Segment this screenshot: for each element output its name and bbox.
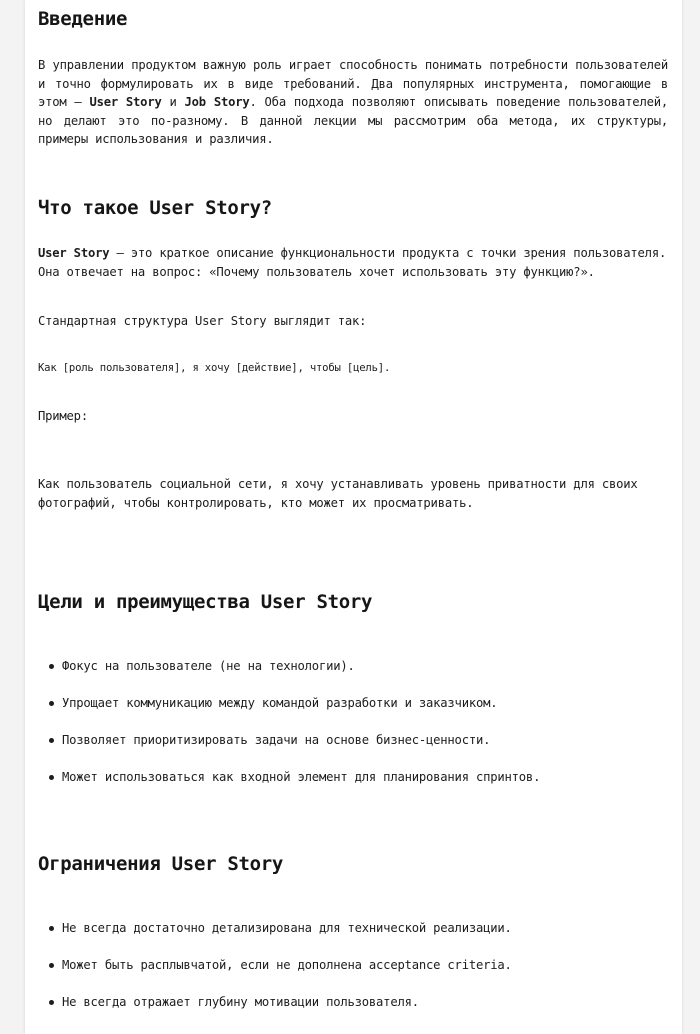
section-heading-limits: Ограничения User Story — [38, 853, 284, 875]
example-text: Как пользователь социальной сети, я хочу устанавливать уровень приватности для своих фотографий, чтобы контролировать, кто может их просматривать. — [38, 477, 638, 510]
definition-text: — это краткое описание функциональности продукта с точки зрения пользователя. Она отвечает на вопрос: «Почему пользователь хочет использовать эту функцию?». — [38, 246, 667, 279]
list-item: Фокус на пользователе (не на технологии). — [62, 657, 682, 675]
section-heading-intro: Введение — [38, 8, 128, 30]
document-page — [25, 0, 682, 1034]
definition-paragraph — [38, 244, 668, 281]
intro-paragraph — [38, 56, 668, 149]
example-label: Пример: — [38, 409, 88, 423]
intro-text-1: В управлении продуктом важную роль играет способность понимать потребности пользователей и точно формулировать их в виде требований. Два популярных инструмента, помогающие в этом — — [38, 58, 668, 110]
term-user-story: User Story — [89, 95, 162, 110]
structure-intro: Стандартная структура User Story выглядит так: — [38, 314, 367, 328]
intro-text-2: и — [161, 95, 185, 110]
list-item: Упрощает коммуникацию между командой разработки и заказчиком. — [62, 694, 682, 712]
story-template: Как [роль пользователя], я хочу [действие], чтобы [цель]. — [38, 362, 391, 374]
list-item: Может использоваться как входной элемент для планирования спринтов. — [62, 768, 682, 786]
benefits-list — [38, 657, 682, 786]
list-item: Не всегда отражает глубину мотивации пользователя. — [62, 993, 682, 1011]
term-job-story: Job Story — [184, 95, 250, 110]
list-item: Не всегда достаточно детализирована для технической реализации. — [62, 919, 682, 937]
section-heading-benefits: Цели и преимущества User Story — [38, 591, 373, 613]
section-heading-what-is: Что такое User Story? — [38, 197, 272, 219]
intro-text-3: . Оба подхода позволяют описывать поведение пользователей, но делают это по-разному. В данной лекции мы рассмотрим оба метода, их структуры, примеры использования и различия. — [38, 95, 668, 147]
list-item: Может быть расплывчатой, если не дополнена acceptance criteria. — [62, 956, 682, 974]
definition-term: User Story — [38, 246, 110, 260]
list-item: Позволяет приоритизировать задачи на основе бизнес-ценности. — [62, 731, 682, 749]
limits-list — [38, 919, 682, 1011]
